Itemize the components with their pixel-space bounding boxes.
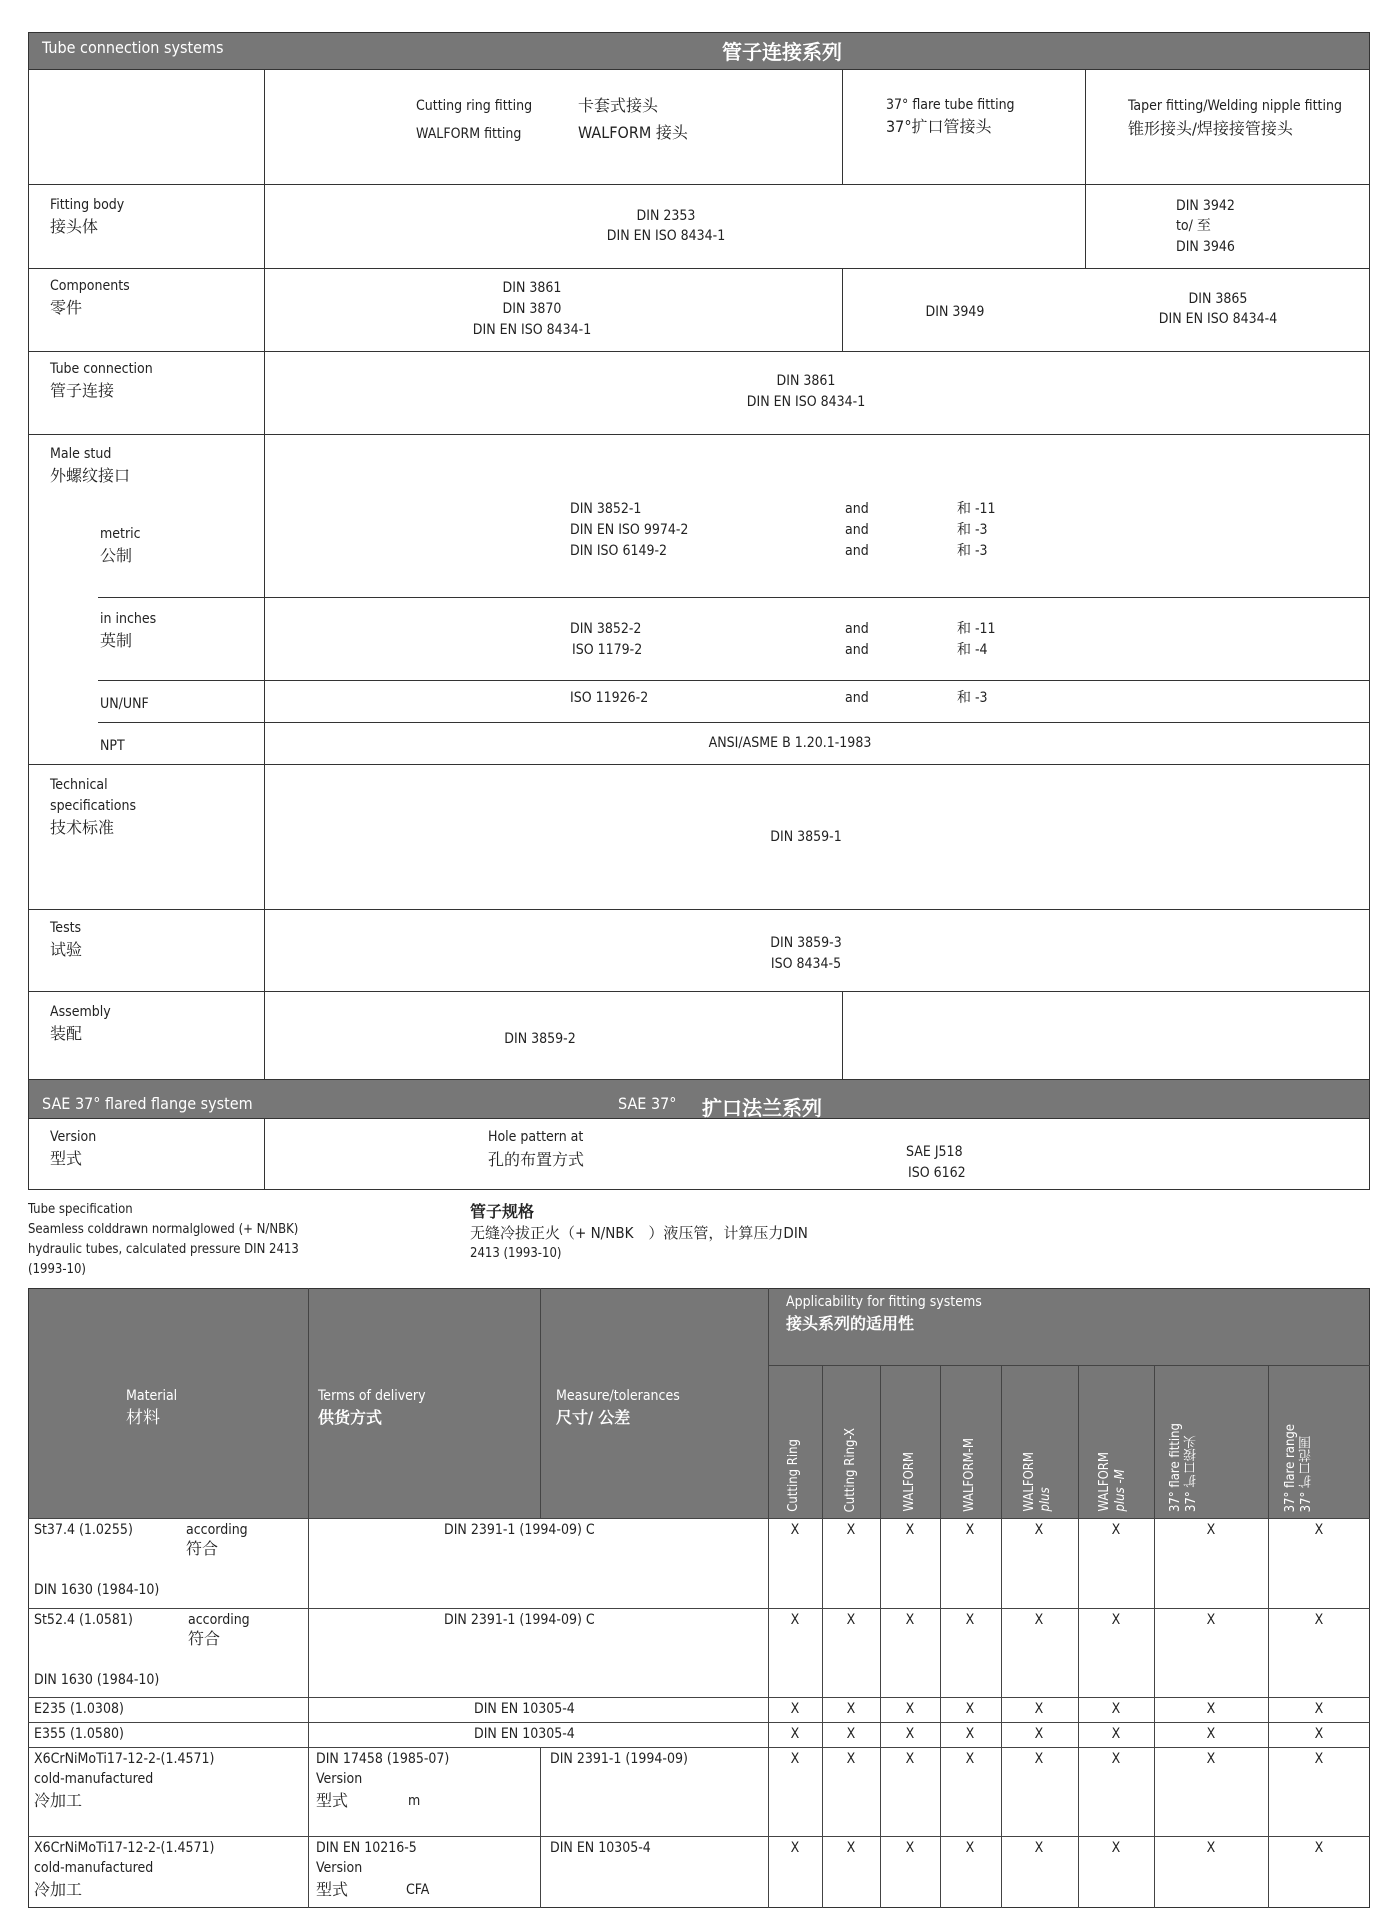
delivery-header-en: Terms of delivery <box>318 1388 426 1404</box>
male-stud-label-cn: 外螺纹接口 <box>50 466 131 485</box>
tube-spec-en1: Tube specification <box>28 1202 133 1217</box>
row4-material-3: 冷加工 <box>34 1791 83 1810</box>
components-label-cn: 零件 <box>50 298 83 317</box>
tube-spec-cn2: 2413 (1993-10) <box>470 1246 562 1261</box>
row4-measure: DIN 2391-1 (1994-09) <box>550 1751 688 1767</box>
assembly-std: DIN 3859-2 <box>504 1031 576 1047</box>
row3-material: E355 (1.0580) <box>34 1726 124 1742</box>
applicability-mark: X <box>1206 1751 1216 1767</box>
applicability-mark: X <box>965 1612 975 1628</box>
applicability-mark: X <box>1111 1840 1121 1856</box>
components-taper1: DIN 3865 <box>1188 291 1248 307</box>
applicability-mark: X <box>1206 1701 1216 1717</box>
assembly-label-cn: 装配 <box>50 1024 83 1043</box>
fitting-body-taper2: to/ 至 <box>1176 218 1211 234</box>
applicability-mark: X <box>1111 1751 1121 1767</box>
unf-and: and <box>845 690 869 706</box>
version-label-en: Version <box>50 1129 97 1145</box>
measure-header-en: Measure/tolerances <box>556 1388 680 1404</box>
applicability-mark: X <box>965 1726 975 1742</box>
applicability-mark: X <box>846 1726 856 1742</box>
npt-label: NPT <box>100 738 125 754</box>
applicability-mark: X <box>965 1522 975 1538</box>
col-header-walform-m: WALFORM-M <box>962 1438 977 1512</box>
row0-according-cn: 符合 <box>186 1539 219 1558</box>
tube-connection-std2: DIN EN ISO 8434-1 <box>746 394 866 410</box>
unf-label: UN/UNF <box>100 696 149 712</box>
fitting-body-taper3: DIN 3946 <box>1176 239 1235 255</box>
applicability-mark: X <box>1314 1701 1324 1717</box>
metric-label-en: metric <box>100 526 141 542</box>
row1-delivery: DIN 2391-1 (1994-09) C <box>444 1612 595 1628</box>
row0-material: St37.4 (1.0255) <box>34 1522 133 1538</box>
fitting-body-std1: DIN 2353 <box>636 208 696 224</box>
applicability-mark: X <box>846 1701 856 1717</box>
row2-delivery: DIN EN 10305-4 <box>474 1701 575 1717</box>
sae-std2: ISO 6162 <box>908 1165 966 1181</box>
components-std3: DIN EN ISO 8434-1 <box>472 322 592 338</box>
applicability-mark: X <box>1034 1612 1044 1628</box>
metric-and2: and <box>845 522 869 538</box>
male-stud-label-en: Male stud <box>50 446 112 462</box>
header-title-cn: 管子连接系列 <box>722 40 842 64</box>
row1-according-en: according <box>188 1612 250 1628</box>
row5-delivery-2: Version <box>316 1860 363 1876</box>
row4-delivery-3: 型式 <box>316 1791 349 1810</box>
tube-spec-en4: (1993-10) <box>28 1262 86 1277</box>
applicability-mark: X <box>790 1726 800 1742</box>
col-header-walform-plus: WALFORM plus <box>1022 1452 1053 1512</box>
material-header-cn: 材料 <box>126 1408 160 1428</box>
row0-delivery: DIN 2391-1 (1994-09) C <box>444 1522 595 1538</box>
inches-cn2: 和 -4 <box>957 642 988 658</box>
applicability-header-en: Applicability for fitting systems <box>786 1294 982 1310</box>
applicability-mark: X <box>790 1751 800 1767</box>
components-flare: DIN 3949 <box>925 304 985 320</box>
applicability-mark: X <box>1034 1726 1044 1742</box>
sae-title-cn: 扩口法兰系列 <box>702 1096 822 1120</box>
metric-std1: DIN 3852-1 <box>570 501 642 517</box>
fitting-body-label-en: Fitting body <box>50 197 125 213</box>
applicability-header-cn: 接头系列的适用性 <box>786 1314 915 1333</box>
inches-and1: and <box>845 621 869 637</box>
row4-delivery-3b: m <box>408 1793 421 1809</box>
applicability-mark: X <box>1314 1522 1324 1538</box>
unf-std: ISO 11926-2 <box>570 690 649 706</box>
applicability-mark: X <box>1034 1522 1044 1538</box>
metric-cn2: 和 -3 <box>957 522 988 538</box>
applicability-mark: X <box>846 1522 856 1538</box>
row4-material-2: cold-manufactured <box>34 1771 154 1787</box>
col-header-cutting-ring: Cutting Ring <box>786 1439 801 1512</box>
cutting-ring-label-en: Cutting ring fitting <box>416 98 533 114</box>
components-std1: DIN 3861 <box>502 280 562 296</box>
applicability-mark: X <box>965 1840 975 1856</box>
fitting-body-std2: DIN EN ISO 8434-1 <box>606 228 726 244</box>
metric-cn3: 和 -3 <box>957 543 988 559</box>
bottom-table-border <box>28 1288 1370 1908</box>
row0-material-std: DIN 1630 (1984-10) <box>34 1582 160 1598</box>
inches-label-en: in inches <box>100 611 157 627</box>
tube-spec-en3: hydraulic tubes, calculated pressure DIN 2413 <box>28 1242 299 1257</box>
applicability-mark: X <box>905 1726 915 1742</box>
unf-cn: 和 -3 <box>957 690 988 706</box>
hole-pattern-cn: 孔的布置方式 <box>488 1150 585 1169</box>
metric-std2: DIN EN ISO 9974-2 <box>570 522 689 538</box>
applicability-mark: X <box>965 1751 975 1767</box>
applicability-mark: X <box>1206 1840 1216 1856</box>
sae-std1: SAE J518 <box>906 1144 963 1160</box>
row5-delivery-1: DIN EN 10216-5 <box>316 1840 417 1856</box>
inches-std2: ISO 1179-2 <box>572 642 643 658</box>
applicability-mark: X <box>1206 1726 1216 1742</box>
applicability-mark: X <box>965 1701 975 1717</box>
tests-std1: DIN 3859-3 <box>770 935 842 951</box>
tube-spec-cn1: 无缝冷拔正火（+ N/NBK ）液压管，计算压力DIN <box>470 1224 808 1242</box>
fitting-body-label-cn: 接头体 <box>50 217 99 236</box>
walform-label-en: WALFORM fitting <box>416 126 522 142</box>
row4-delivery-1: DIN 17458 (1985-07) <box>316 1751 450 1767</box>
applicability-mark: X <box>905 1612 915 1628</box>
applicability-mark: X <box>1314 1726 1324 1742</box>
tube-connection-std1: DIN 3861 <box>776 373 836 389</box>
metric-cn1: 和 -11 <box>957 501 996 517</box>
delivery-header-cn: 供货方式 <box>318 1408 383 1427</box>
measure-header-cn: 尺寸/ 公差 <box>556 1408 631 1427</box>
applicability-mark: X <box>1314 1751 1324 1767</box>
applicability-mark: X <box>1111 1726 1121 1742</box>
tube-spec-en2: Seamless colddrawn normalglowed (+ N/NBK) <box>28 1222 299 1237</box>
fitting-body-taper1: DIN 3942 <box>1176 198 1235 214</box>
applicability-mark: X <box>1111 1522 1121 1538</box>
header-title-en: Tube connection systems <box>42 38 224 57</box>
metric-label-cn: 公制 <box>100 546 133 565</box>
col-header-walform-plus-m: WALFORM plus -M <box>1097 1452 1128 1512</box>
inches-and2: and <box>845 642 869 658</box>
applicability-mark: X <box>790 1612 800 1628</box>
applicability-mark: X <box>905 1751 915 1767</box>
tube-connection-label-en: Tube connection <box>50 361 153 377</box>
metric-and3: and <box>845 543 869 559</box>
technical-label-cn: 技术标准 <box>50 818 115 837</box>
applicability-mark: X <box>1111 1612 1121 1628</box>
applicability-mark: X <box>1034 1751 1044 1767</box>
hole-pattern-en: Hole pattern at <box>488 1129 584 1145</box>
taper-label-en: Taper fitting/Welding nipple fitting <box>1128 98 1342 114</box>
col-header-flare-range: 37° flare range 37° 扩口范围 <box>1283 1423 1314 1512</box>
row5-delivery-3b: CFA <box>406 1882 430 1898</box>
flare-label-cn: 37°扩口管接头 <box>886 117 992 136</box>
material-header-en: Material <box>126 1388 178 1404</box>
row1-material-std: DIN 1630 (1984-10) <box>34 1672 160 1688</box>
applicability-mark: X <box>1111 1701 1121 1717</box>
components-label-en: Components <box>50 278 130 294</box>
technical-label-en1: Technical <box>50 777 108 793</box>
applicability-mark: X <box>790 1701 800 1717</box>
applicability-mark: X <box>846 1751 856 1767</box>
applicability-mark: X <box>846 1612 856 1628</box>
row1-according-cn: 符合 <box>188 1629 221 1648</box>
inches-std1: DIN 3852-2 <box>570 621 642 637</box>
flare-label-en: 37° flare tube fitting <box>886 97 1015 113</box>
row2-material: E235 (1.0308) <box>34 1701 124 1717</box>
row5-material-3: 冷加工 <box>34 1880 83 1899</box>
metric-std3: DIN ISO 6149-2 <box>570 543 668 559</box>
components-taper2: DIN EN ISO 8434-4 <box>1158 311 1278 327</box>
components-std2: DIN 3870 <box>502 301 562 317</box>
npt-std: ANSI/ASME B 1.20.1-1983 <box>708 735 872 751</box>
tube-spec-cn-title: 管子规格 <box>470 1202 535 1221</box>
sae-title-mid: SAE 37° <box>618 1094 677 1113</box>
applicability-mark: X <box>790 1522 800 1538</box>
cutting-ring-label-cn: 卡套式接头 <box>578 96 659 115</box>
table-header-bar <box>29 33 1369 69</box>
tests-label-en: Tests <box>50 920 82 936</box>
applicability-mark: X <box>1206 1522 1216 1538</box>
tube-connection-label-cn: 管子连接 <box>50 381 115 400</box>
inches-label-cn: 英制 <box>100 631 133 650</box>
applicability-mark: X <box>905 1701 915 1717</box>
applicability-mark: X <box>846 1840 856 1856</box>
inches-cn1: 和 -11 <box>957 621 996 637</box>
row5-material-2: cold-manufactured <box>34 1860 154 1876</box>
row1-material: St52.4 (1.0581) <box>34 1612 133 1628</box>
row4-delivery-2: Version <box>316 1771 363 1787</box>
applicability-mark: X <box>1034 1701 1044 1717</box>
row4-material: X6CrNiMoTi17-12-2-(1.4571) <box>34 1751 215 1767</box>
col-header-cutting-ring-x: Cutting Ring-X <box>843 1427 858 1512</box>
row5-delivery-3: 型式 <box>316 1880 349 1899</box>
row3-delivery: DIN EN 10305-4 <box>474 1726 575 1742</box>
applicability-mark: X <box>1034 1840 1044 1856</box>
applicability-mark: X <box>905 1840 915 1856</box>
row5-material: X6CrNiMoTi17-12-2-(1.4571) <box>34 1840 215 1856</box>
row5-measure: DIN EN 10305-4 <box>550 1840 651 1856</box>
applicability-mark: X <box>1206 1612 1216 1628</box>
applicability-mark: X <box>905 1522 915 1538</box>
walform-label-cn: WALFORM 接头 <box>578 123 688 142</box>
applicability-mark: X <box>1314 1840 1324 1856</box>
tests-label-cn: 试验 <box>50 940 83 959</box>
sae-title-en: SAE 37° flared flange system <box>42 1094 253 1113</box>
applicability-mark: X <box>1314 1612 1324 1628</box>
tests-std2: ISO 8434-5 <box>770 956 842 972</box>
col-header-flare-fitting: 37° flare fitting 37° 扩口接头 <box>1168 1422 1199 1512</box>
row0-according-en: according <box>186 1522 248 1538</box>
assembly-label-en: Assembly <box>50 1004 111 1020</box>
version-label-cn: 型式 <box>50 1149 83 1168</box>
metric-and1: and <box>845 501 869 517</box>
technical-label-en2: specifications <box>50 798 137 814</box>
taper-label-cn: 锥形接头/焊接接管接头 <box>1128 119 1293 138</box>
technical-std: DIN 3859-1 <box>770 829 842 845</box>
col-header-walform: WALFORM <box>902 1452 917 1512</box>
applicability-mark: X <box>790 1840 800 1856</box>
